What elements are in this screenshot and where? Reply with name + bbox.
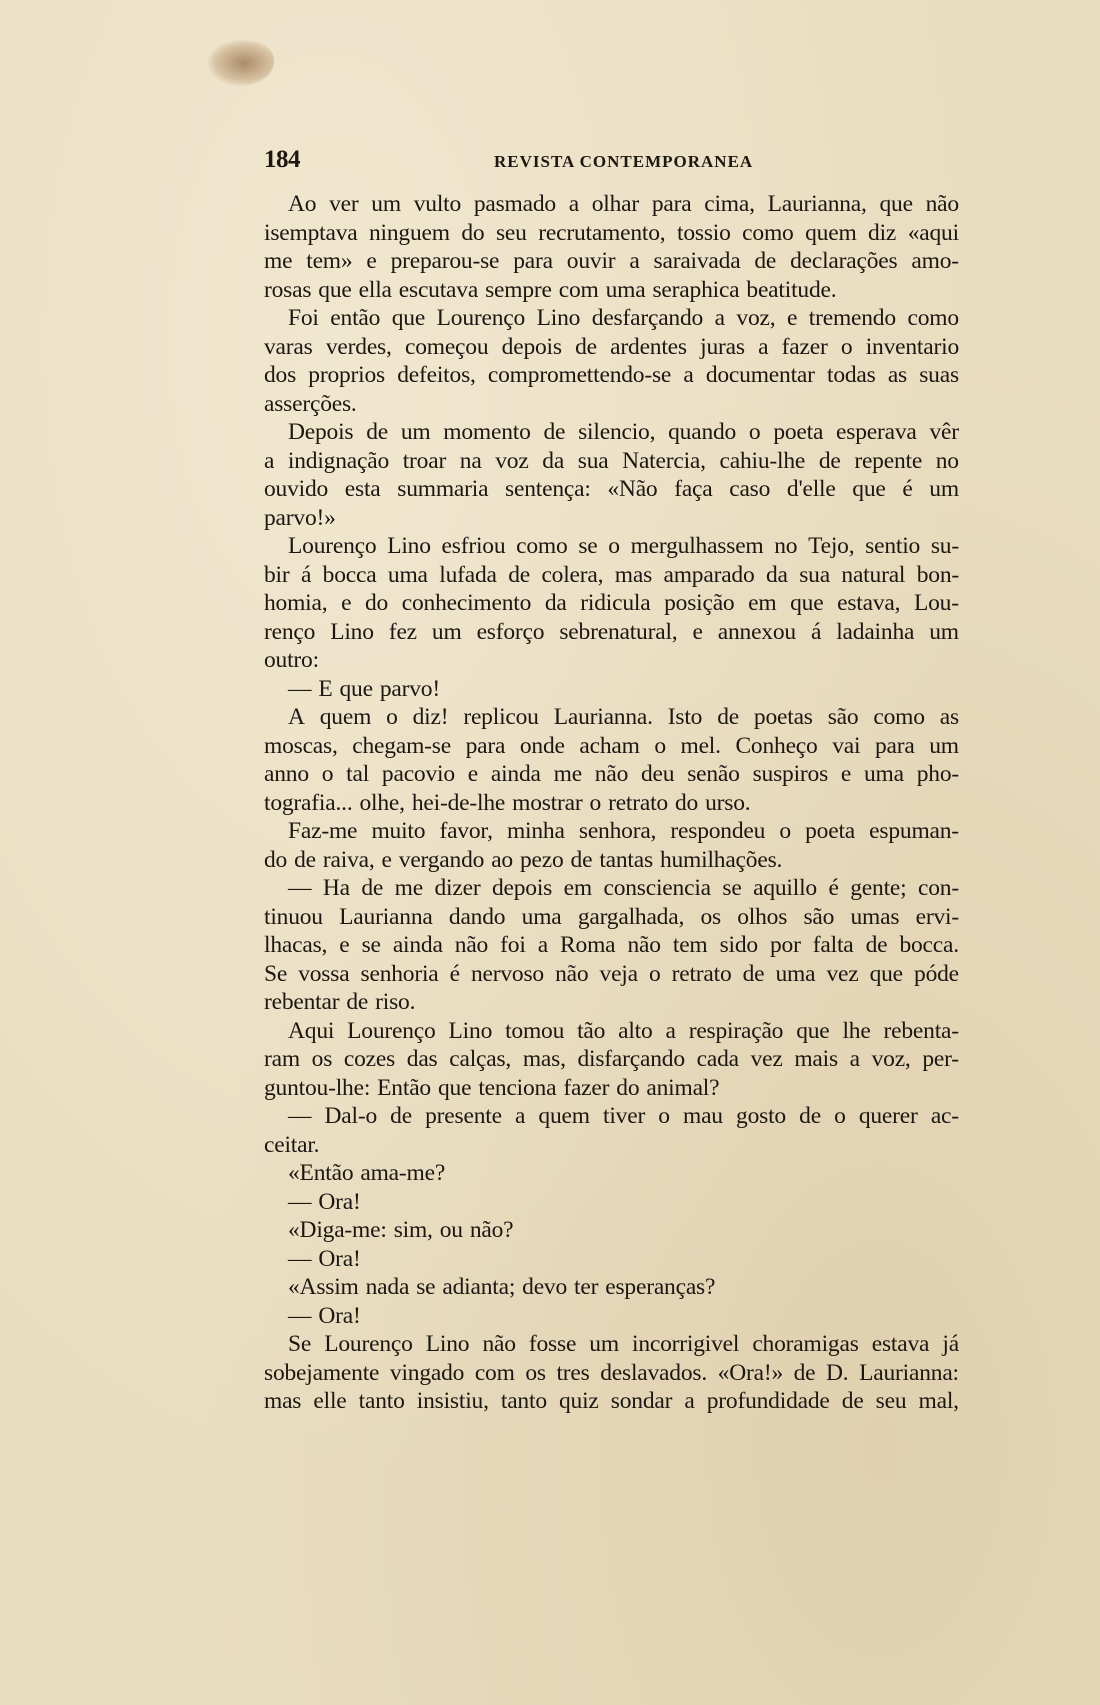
text-line: dos proprios defeitos, compromettendo-se a documentar todas as suas (264, 362, 959, 388)
text-line: Se vossa senhoria é nervoso não veja o retrato de uma vez que póde (264, 960, 959, 987)
text-line: A quem o diz! replicou Laurianna. Isto de poetas são como as (288, 704, 959, 730)
text-line: ceitar. (264, 1131, 320, 1158)
text-line: rebentar de riso. (264, 989, 416, 1015)
text-line: Depois de um momento de silencio, quando o poeta esperava vêr (288, 419, 959, 445)
text-line: — E que parvo! (288, 675, 440, 702)
text-line: tografia... olhe, hei-de-lhe mostrar o retrato do urso. (264, 789, 751, 816)
text-line: sobejamente vingado com os tres deslavados. «Ora!» de D. Laurianna: (264, 1359, 959, 1386)
text-line: asserções. (264, 390, 357, 417)
text-line: parvo!» (264, 504, 336, 531)
ink-stain (208, 40, 274, 86)
text-line: rosas que ella escutava sempre com uma seraphica beatitude. (264, 276, 837, 303)
page-number: 184 (264, 146, 300, 173)
text-line: ouvido esta summaria sentença: «Não faça caso d'elle que é um (264, 476, 959, 502)
text-line: moscas, chegam-se para onde acham o mel. Conheço vai para um (264, 732, 959, 759)
text-line: bir á bocca uma lufada de colera, mas amparado da sua natural bon- (264, 561, 959, 588)
text-line: varas verdes, começou depois de ardentes juras a fazer o inventario (264, 333, 959, 360)
text-line: tinuou Laurianna dando uma gargalhada, os olhos são umas ervi- (264, 903, 959, 930)
text-line: Foi então que Lourenço Lino desfarçando a voz, e tremendo como (288, 305, 959, 331)
text-line: isemptava ninguem do seu recrutamento, tossio como quem diz «aqui (264, 219, 959, 246)
text-line: guntou-lhe: Então que tenciona fazer do animal? (264, 1074, 720, 1101)
text-line: do de raiva, e vergando ao pezo de tantas humilhações. (264, 846, 783, 873)
text-line: «Então ama-me? (288, 1160, 446, 1186)
text-line: Lourenço Lino esfriou como se o mergulhassem no Tejo, sentio su- (288, 533, 959, 559)
text-line: «Diga-me: sim, ou não? (288, 1217, 514, 1243)
text-line: a indignação troar na voz da sua Natercia, cahiu-lhe de repente no (264, 447, 959, 474)
text-line: ram os cozes das calças, mas, disfarçando cada vez mais a voz, per- (264, 1046, 959, 1072)
text-line: Se Lourenço Lino não fosse um incorrigivel choramigas estava já (288, 1331, 959, 1357)
text-line: mas elle tanto insistiu, tanto quiz sondar a profundidade de seu mal, (264, 1388, 959, 1414)
text-line: renço Lino fez um esforço sebrenatural, e annexou á ladainha um (264, 618, 959, 645)
body-text (264, 190, 959, 1416)
text-line: lhacas, e se ainda não foi a Roma não tem sido por falta de bocca. (264, 932, 959, 958)
page-header (264, 146, 959, 176)
text-line: «Assim nada se adianta; devo ter esperanças? (288, 1274, 716, 1300)
text-line: me tem» e preparou-se para ouvir a saraivada de declarações amo- (264, 248, 959, 274)
text-line: — Ora! (288, 1245, 361, 1272)
text-line: outro: (264, 647, 319, 673)
text-line: — Ora! (288, 1188, 361, 1215)
text-line: Faz-me muito favor, minha senhora, respondeu o poeta espuman- (288, 818, 959, 844)
text-line: — Ha de me dizer depois em consciencia se aquillo é gente; con- (288, 875, 959, 901)
text-line: — Ora! (288, 1302, 361, 1329)
text-line: homia, e do conhecimento da ridicula posição em que estava, Lou- (264, 590, 959, 616)
text-line: Ao ver um vulto pasmado a olhar para cima, Laurianna, que não (288, 191, 959, 217)
text-line: anno o tal pacovio e ainda me não deu senão suspiros e uma pho- (264, 761, 959, 787)
running-title: REVISTA CONTEMPORANEA (494, 152, 754, 171)
text-line: — Dal-o de presente a quem tiver o mau gosto de o querer ac- (288, 1103, 959, 1129)
text-line: Aqui Lourenço Lino tomou tão alto a respiração que lhe rebenta- (288, 1017, 959, 1044)
